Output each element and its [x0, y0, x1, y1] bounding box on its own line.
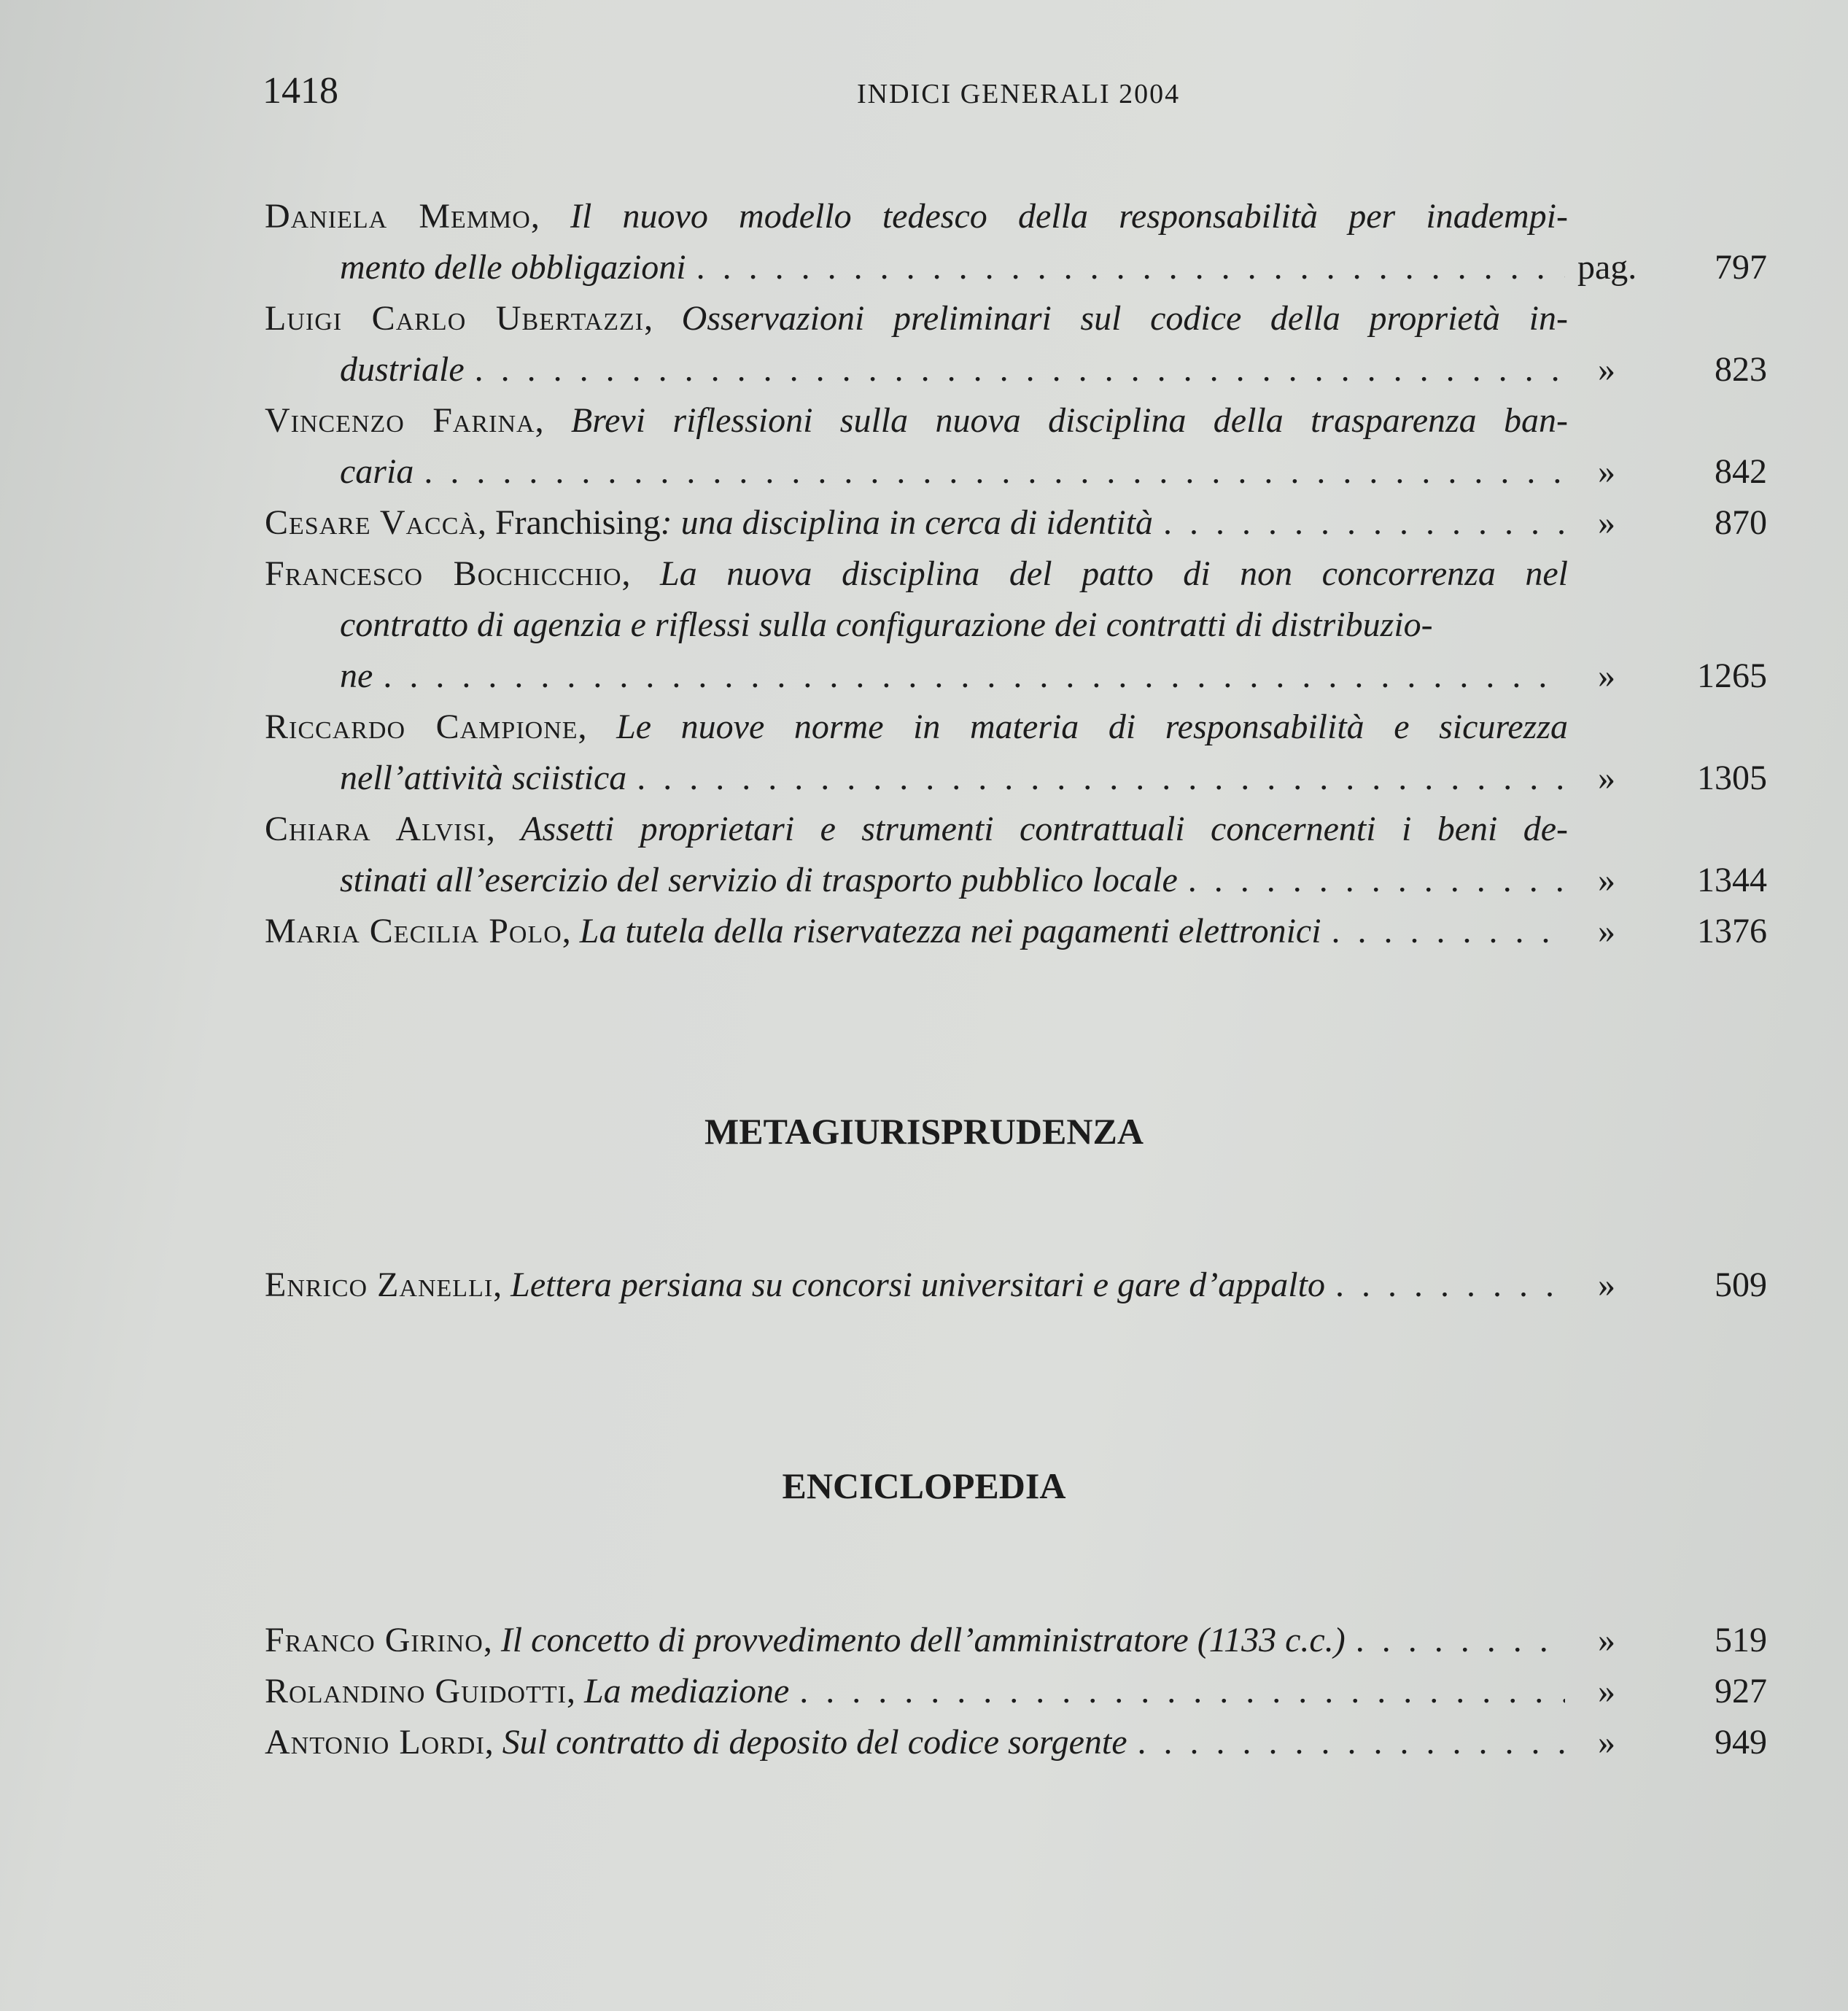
entry-title: Il concetto di provvedimento dell’amministratore (1133 c.c.) — [500, 1621, 1346, 1659]
page-ref-label: » — [1598, 452, 1615, 491]
entry-title-cont: stinati all’esercizio del servizio di trasporto pubblico locale — [340, 861, 1178, 899]
entry-title: La tutela della riservatezza nei pagamenti elettronici — [579, 912, 1321, 950]
entry-title: Il nuovo modello tedesco della responsabilità per inadempi- — [570, 197, 1568, 236]
dot-leader — [1335, 1260, 1565, 1311]
page-ref-number: 842 — [1715, 452, 1767, 491]
entry-author: Francesco Bochicchio — [265, 554, 622, 593]
entry-author: Chiara Alvisi — [265, 810, 486, 848]
page-ref-label: » — [1598, 1621, 1615, 1659]
entry-author: Antonio Lordi — [265, 1723, 485, 1762]
toc-entry: Enrico Zanelli , Lettera persiana su concorsi universitari e gare d’appalto . . . » 509 — [265, 1260, 1767, 1311]
entry-title: La nuova disciplina del patto di non concorrenza nel — [660, 554, 1568, 593]
page-ref-label: pag. — [1577, 248, 1637, 287]
toc-group-articles — [265, 191, 1767, 957]
page-ref-label: » — [1598, 912, 1615, 950]
section-heading-metagiurisprudenza: METAGIURISPRUDENZA — [704, 1111, 1144, 1152]
entry-title: Brevi riflessioni sulla nuova disciplina della trasparenza ban- — [570, 401, 1568, 440]
dot-leader — [1188, 855, 1565, 906]
toc-group-metagiurisprudenza — [265, 1260, 1767, 1311]
page-ref-number: 1344 — [1697, 861, 1767, 899]
page-ref-number: 797 — [1715, 248, 1767, 287]
running-head — [263, 69, 1765, 120]
dot-leader — [383, 651, 1565, 702]
entry-author: Vincenzo Farina — [265, 401, 535, 440]
dot-leader — [696, 242, 1565, 293]
dot-leader — [637, 753, 1565, 804]
entry-author: Maria Cecilia Polo — [265, 912, 562, 950]
entry-title: : una disciplina in cerca di identità — [660, 503, 1154, 542]
dot-leader — [799, 1666, 1565, 1717]
toc-entry: Franco Girino , Il concetto di provvedimento dell’amministratore (1133 c.c.) . . . » 519 — [265, 1615, 1767, 1666]
page-ref-number: 509 — [1715, 1266, 1767, 1304]
toc-entry: Maria Cecilia Polo , La tutela della riservatezza nei pagamenti elettronici . . . » 1376 — [265, 906, 1767, 957]
toc-entry: Chiara Alvisi, Assetti proprietari e strumenti contrattuali concernenti i beni de- stinati all’esercizio del servizio di trasporto pubblico locale . . . » 1344 — [265, 804, 1767, 906]
toc-entry: Antonio Lordi , Sul contratto di deposito del codice sorgente . . . » 949 — [265, 1717, 1767, 1768]
entry-author: Cesare Vaccà — [265, 503, 478, 542]
toc-entry: Vincenzo Farina, Brevi riflessioni sulla nuova disciplina della trasparenza ban- caria . . . » 842 — [265, 395, 1767, 497]
entry-title-cont: mento delle obbligazioni — [340, 248, 686, 287]
entry-author: Daniela Memmo — [265, 197, 531, 236]
dot-leader — [1138, 1717, 1565, 1768]
toc-entry: Daniela Memmo, Il nuovo modello tedesco della responsabilità per inadempi- mento delle obbligazioni . . . pag. 797 — [265, 191, 1767, 293]
dot-leader — [1332, 906, 1565, 957]
page-ref-number: 1376 — [1697, 912, 1767, 950]
page-ref-number: 870 — [1715, 503, 1767, 542]
entry-author: Rolandino Guidotti — [265, 1672, 567, 1710]
page-ref-number: 823 — [1715, 350, 1767, 389]
entry-title: La mediazione — [583, 1672, 790, 1710]
page-ref-number: 949 — [1715, 1723, 1767, 1762]
entry-title-cont: contratto di agenzia e riflessi sulla configurazione dei contratti di distribuzio- — [340, 605, 1433, 644]
toc-entry: Francesco Bochicchio, La nuova disciplina del patto di non concorrenza nel contratto di agenzia e riflessi sulla configurazione dei contratti di distribuzio- ne . . . » 1265 — [265, 549, 1767, 702]
entry-title: Sul contratto di deposito del codice sorgente — [502, 1723, 1127, 1762]
dot-leader — [1163, 497, 1565, 549]
toc-entry: Luigi Carlo Ubertazzi, Osservazioni preliminari sul codice della proprietà in- dustriale . . . » 823 — [265, 293, 1767, 395]
entry-title: Osservazioni preliminari sul codice della proprietà in- — [681, 299, 1568, 338]
page-ref-number: 1305 — [1697, 759, 1767, 797]
entry-title: Le nuove norme in materia di responsabilità e sicurezza — [616, 708, 1568, 746]
page-number: 1418 — [263, 70, 338, 112]
page-ref-label: » — [1598, 1266, 1615, 1304]
dot-leader — [475, 344, 1565, 395]
entry-author: Franco Girino — [265, 1621, 484, 1659]
entry-title: Assetti proprietari e strumenti contrattuali concernenti i beni de- — [521, 810, 1568, 848]
entry-title-cont: dustriale — [340, 350, 465, 389]
entry-title-cont: nell’attività sciistica — [340, 759, 627, 797]
toc-entry: Riccardo Campione, Le nuove norme in materia di responsabilità e sicurezza nell’attività sciistica . . . » 1305 — [265, 702, 1767, 804]
entry-title: Lettera persiana su concorsi universitari e gare d’appalto — [510, 1266, 1325, 1304]
dot-leader — [1356, 1615, 1565, 1666]
page-ref-number: 1265 — [1697, 656, 1767, 695]
page-ref-label: » — [1598, 1672, 1615, 1710]
page-ref-label: » — [1598, 350, 1615, 389]
dot-leader — [424, 446, 1565, 497]
entry-title-cont: caria — [340, 452, 414, 491]
page-ref-label: » — [1598, 861, 1615, 899]
section-heading-enciclopedia: ENCICLOPEDIA — [782, 1465, 1066, 1506]
page-ref-label: » — [1598, 1723, 1615, 1762]
toc-entry: Cesare Vaccà , Franchising : una disciplina in cerca di identità . . . » 870 — [265, 497, 1767, 549]
page-ref-number: 519 — [1715, 1621, 1767, 1659]
entry-author: Riccardo Campione — [265, 708, 578, 746]
entry-author: Enrico Zanelli — [265, 1266, 494, 1304]
running-title: INDICI GENERALI 2004 — [857, 79, 1181, 109]
page-ref-label: » — [1598, 656, 1615, 695]
entry-title-upright: Franchising — [494, 503, 661, 542]
page-ref-number: 927 — [1715, 1672, 1767, 1710]
toc-group-enciclopedia — [265, 1615, 1767, 1768]
entry-title-cont: ne — [340, 656, 373, 695]
page-ref-label: » — [1598, 503, 1615, 542]
entry-author: Luigi Carlo Ubertazzi — [265, 299, 645, 338]
page-ref-label: » — [1598, 759, 1615, 797]
toc-entry: Rolandino Guidotti , La mediazione . . . » 927 — [265, 1666, 1767, 1717]
